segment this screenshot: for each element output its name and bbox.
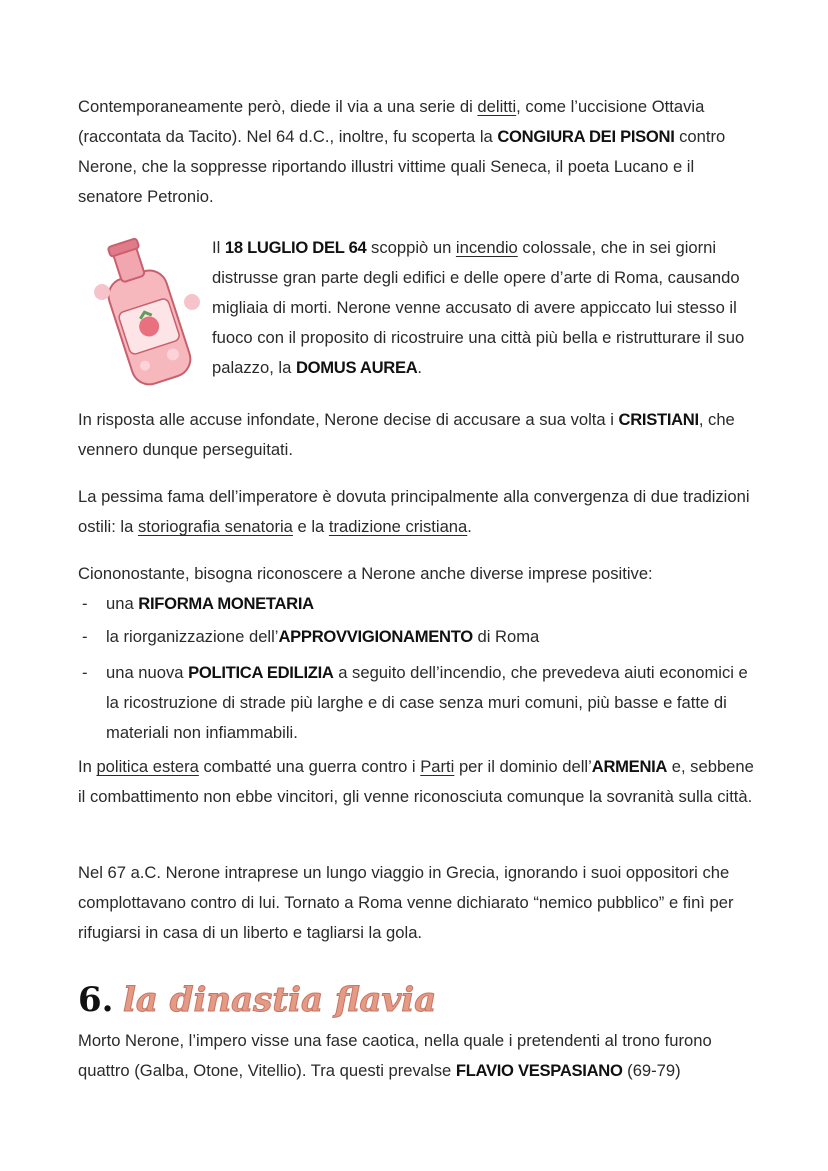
text-run: In risposta alle accuse infondate, Nerone decise di accusare a sua volta i <box>78 410 619 429</box>
bullet-dash: - <box>82 627 88 646</box>
text-run: la riorganizzazione dell’ <box>106 627 279 646</box>
bold-keyword: CRISTIANI <box>618 410 699 429</box>
bold-keyword: APPROVVIGIONAMENTO <box>278 627 473 646</box>
list-item-text <box>106 589 758 619</box>
bold-keyword: POLITICA EDILIZIA <box>188 663 334 682</box>
paragraph-great-fire <box>212 233 757 383</box>
bold-keyword: CONGIURA DEI PISONI <box>497 127 675 146</box>
section-number: 6. <box>78 980 114 1020</box>
list-item-text <box>106 658 758 748</box>
bold-keyword: RIFORMA MONETARIA <box>138 594 314 613</box>
bold-keyword: DOMUS AUREA <box>295 358 418 377</box>
paragraph-foreign-policy <box>78 752 758 812</box>
underlined-term: tradizione cristiana <box>328 517 468 536</box>
bullet-dash: - <box>82 663 88 682</box>
text-run: , come l’uccisione Ottavia (raccontata da Tacito). Nel 64 d.C., inoltre, fu scoperta la <box>78 97 705 146</box>
section-heading <box>78 975 436 1025</box>
underlined-term: incendio <box>455 238 518 257</box>
text-run: , che vennero dunque perseguitati. <box>78 410 735 459</box>
paragraph-christians <box>78 405 758 465</box>
list-item-text <box>106 622 758 652</box>
text-run: Nel 67 a.C. Nerone intraprese un lungo viaggio in Grecia, ignorando i suoi oppositori che complottavano contro di lui. Tornato a Roma venne dichiarato “nemico pubblico” e finì per rifugiarsi in casa di un liberto e tagliarsi la gola. <box>78 863 734 942</box>
text-run: Morto Nerone, l’impero visse una fase caotica, nella quale i pretendenti al trono furono quattro (Galba, Otone, Vitellio). Tra questi prevalse <box>78 1031 712 1080</box>
text-run: di Roma <box>472 627 540 646</box>
list-item-monetary-reform <box>78 589 758 619</box>
text-run: per il dominio dell’ <box>454 757 592 776</box>
text-run: Il <box>212 238 225 257</box>
bold-keyword: FLAVIO VESPASIANO <box>455 1061 623 1080</box>
text-run: Ciononostante, bisogna riconoscere a Nerone anche diverse imprese positive: <box>78 564 653 583</box>
text-run: La pessima fama dell’imperatore è dovuta principalmente alla convergenza di due tradizioni ostili: la <box>78 487 750 536</box>
text-run: colossale, che in sei giorni distrusse gran parte degli edifici e delle opere d’arte di Roma, causando migliaia di morti. Nerone venne accusato di avere appiccato lui stesso il fuoco con il proposito di ricostruire una città più bella e ristrutturare il suo palazzo, la <box>212 238 745 377</box>
text-run: una <box>106 594 139 613</box>
paragraph-nerone-crimes <box>78 92 758 212</box>
strawberry-drink-bottle-sticker <box>92 232 204 388</box>
list-item-building-policy <box>78 658 758 748</box>
underlined-term: Parti <box>420 757 455 776</box>
text-run: . <box>417 358 423 377</box>
paragraph-reputation <box>78 482 758 542</box>
section-title: la dinastia flavia <box>122 980 437 1020</box>
text-run: e la <box>292 517 329 536</box>
text-run: . <box>467 517 472 536</box>
text-run: Contemporaneamente però, diede il via a una serie di <box>78 97 478 116</box>
bold-keyword: ARMENIA <box>591 757 668 776</box>
bullet-dash: - <box>82 594 88 613</box>
list-item-supply <box>78 622 758 652</box>
text-run: combatté una guerra contro i <box>198 757 421 776</box>
text-run: scoppiò un <box>366 238 456 257</box>
paragraph-flavian-intro <box>78 1026 758 1086</box>
paragraph-positive-intro <box>78 559 758 589</box>
text-run: In <box>78 757 97 776</box>
bold-keyword: 18 LUGLIO DEL 64 <box>224 238 367 257</box>
underlined-term: storiografia senatoria <box>137 517 293 536</box>
text-run: a seguito dell’incendio, che prevedeva aiuti economici e la ricostruzione di strade più larghe e di case senza muri comuni, più basse e fatte di materiali non infiammabili. <box>106 663 748 742</box>
text-run: una nuova <box>106 663 189 682</box>
text-run: (69-79) <box>622 1061 681 1080</box>
underlined-term: delitti <box>477 97 517 116</box>
text-run: contro Nerone, che la soppresse riportando illustri vittime quali Seneca, il poeta Lucano e il senatore Petronio. <box>78 127 726 206</box>
text-run: e, sebbene il combattimento non ebbe vincitori, gli venne riconosciuta comunque la sovranità sulla città. <box>78 757 754 806</box>
underlined-term: politica estera <box>96 757 199 776</box>
paragraph-nerone-death <box>78 858 758 948</box>
